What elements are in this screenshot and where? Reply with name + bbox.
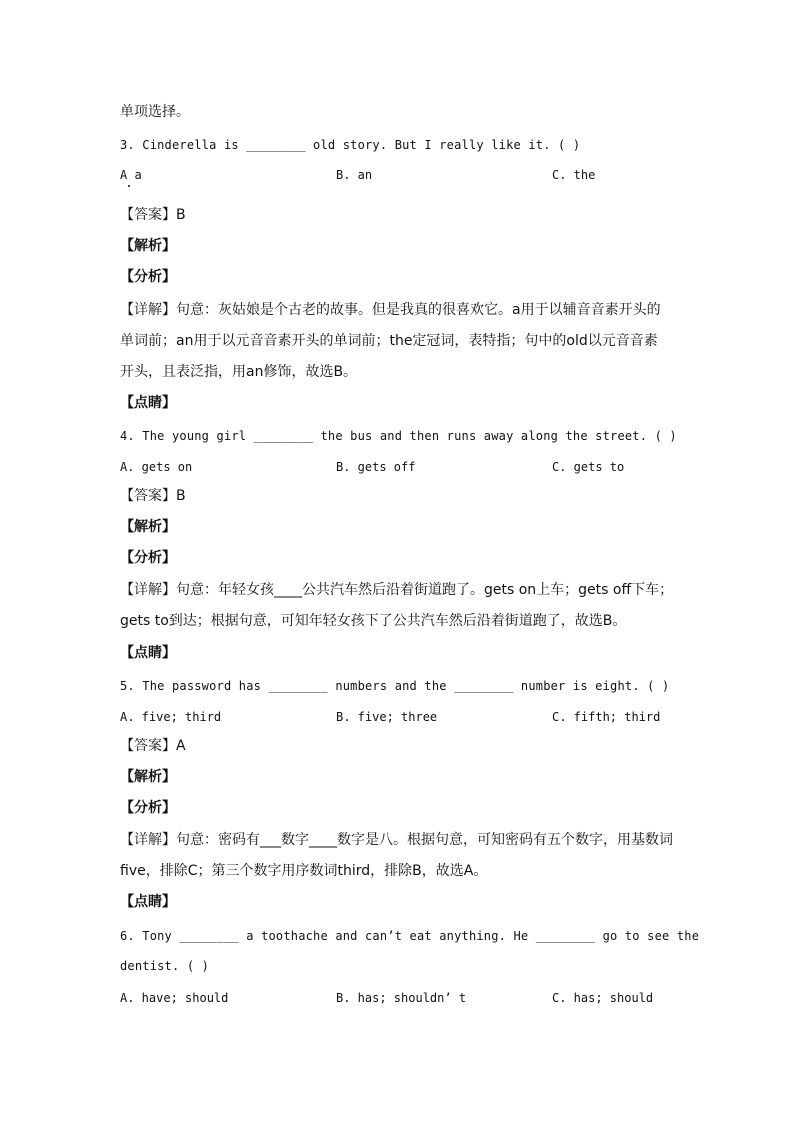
question-3-jiexi-label: 【解析】 <box>120 238 176 254</box>
question-5-option-b: B. five; three <box>336 710 438 724</box>
question-4-dianjing-label: 【点睛】 <box>120 645 176 661</box>
question-4-detail-line-2: gets to到达；根据句意，可知年轻女孩下了公共汽车然后沿着街道跑了，故选B。 <box>120 613 627 629</box>
question-5-jiexi-label: 【解析】 <box>120 769 176 785</box>
question-4-stem: 4. The young girl ________ the bus and then runs away along the street. ( ) <box>120 429 677 443</box>
decorative-dot <box>128 185 130 187</box>
question-5-option-c: C. fifth; third <box>552 710 661 724</box>
question-3-fenxi-label: 【分析】 <box>120 269 176 285</box>
section-intro: 单项选择。 <box>120 104 190 120</box>
question-6-option-c: C. has; should <box>552 991 654 1005</box>
question-3-option-c: C. the <box>552 168 596 182</box>
question-3-stem: 3. Cinderella is ________ old story. But I really like it. ( ) <box>120 138 581 152</box>
question-4-option-b: B. gets off <box>336 460 416 474</box>
question-3-detail-line-1: 【详解】句意：灰姑娘是个古老的故事。但是我真的很喜欢它。a用于以辅音音素开头的 <box>120 302 661 318</box>
question-3-detail-line-2: 单词前；an用于以元音音素开头的单词前；the定冠词，表特指；句中的old以元音音素 <box>120 333 658 349</box>
question-5-stem: 5. The password has ________ numbers and the ________ number is eight. ( ) <box>120 679 670 693</box>
question-6-option-b: B. has; shouldn’ t <box>336 991 467 1005</box>
question-4-option-c: C. gets to <box>552 460 625 474</box>
question-6-stem-line-1: 6. Tony ________ a toothache and can’t eat anything. He ________ go to see the <box>120 929 700 943</box>
question-4-fenxi-label: 【分析】 <box>120 550 176 566</box>
question-6-option-a: A. have; should <box>120 991 229 1005</box>
question-3-answer: 【答案】B <box>120 207 186 223</box>
question-4-detail-line-1: 【详解】句意：年轻女孩____公共汽车然后沿着街道跑了。gets on上车；gets off下车； <box>120 582 674 598</box>
question-5-detail-line-1: 【详解】句意：密码有___数字____数字是八。根据句意，可知密码有五个数字，用基数词 <box>120 832 673 848</box>
question-3-dianjing-label: 【点睛】 <box>120 395 176 411</box>
question-3-option-a: A a <box>120 168 142 182</box>
question-4-option-a: A. gets on <box>120 460 193 474</box>
question-6-stem-line-2: dentist. ( ) <box>120 959 210 973</box>
question-4-answer: 【答案】B <box>120 488 186 504</box>
question-5-answer: 【答案】A <box>120 738 186 754</box>
question-3-detail-line-3: 开头，且表泛指，用an修饰，故选B。 <box>120 364 358 380</box>
question-5-option-a: A. five; third <box>120 710 222 724</box>
question-5-fenxi-label: 【分析】 <box>120 800 176 816</box>
question-5-detail-line-2: five，排除C；第三个数字用序数词third，排除B，故选A。 <box>120 863 488 879</box>
question-4-jiexi-label: 【解析】 <box>120 519 176 535</box>
question-3-option-b: B. an <box>336 168 373 182</box>
question-5-dianjing-label: 【点睛】 <box>120 894 176 910</box>
